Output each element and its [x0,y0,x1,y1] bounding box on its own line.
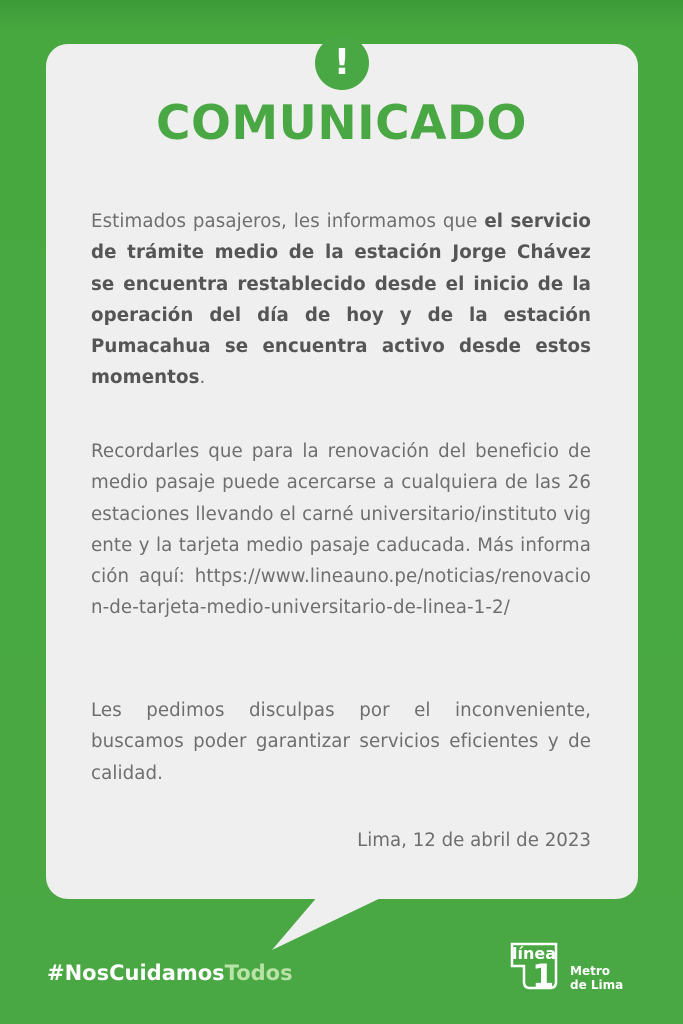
logo-subtitle-line2: de Lima [570,978,624,992]
date-line: Lima, 12 de abril de 2023 [357,830,591,851]
linea1-logo [508,940,638,996]
paragraph-renewal-info: Recordarles que para la renovación del beneficio de medio pasaje puede acercarse a cualquiera de las 26 estaciones llevando el carné universitario/instituto vigente y la tarjeta medio pasaje caducada. Más información aquí: https://www.lineauno.pe/noticias/renovacion-de-tarjeta-medio-universitario-de-linea-1-2/ [91,441,591,619]
hashtag: #NosCuidamosTodos [47,961,293,985]
logo-word: línea [512,944,557,963]
logo-subtitle-line1: Metro [570,964,610,978]
paragraph-service-status: Estimados pasajeros, les informamos que el servicio de trámite medio de la estación Jorge Chávez se encuentra restablecido desde el inicio de la operación del día de hoy y de la estación Pumacahua se encuentra activo desde estos momentos. [91,211,592,389]
paragraph-apology: Les pedimos disculpas por el inconveniente, buscamos poder garantizar servicios eficientes y de calidad. [91,700,591,784]
page-title: COMUNICADO [155,96,528,151]
logo-number: 1 [532,957,555,995]
exclamation-icon: ! [315,36,369,90]
